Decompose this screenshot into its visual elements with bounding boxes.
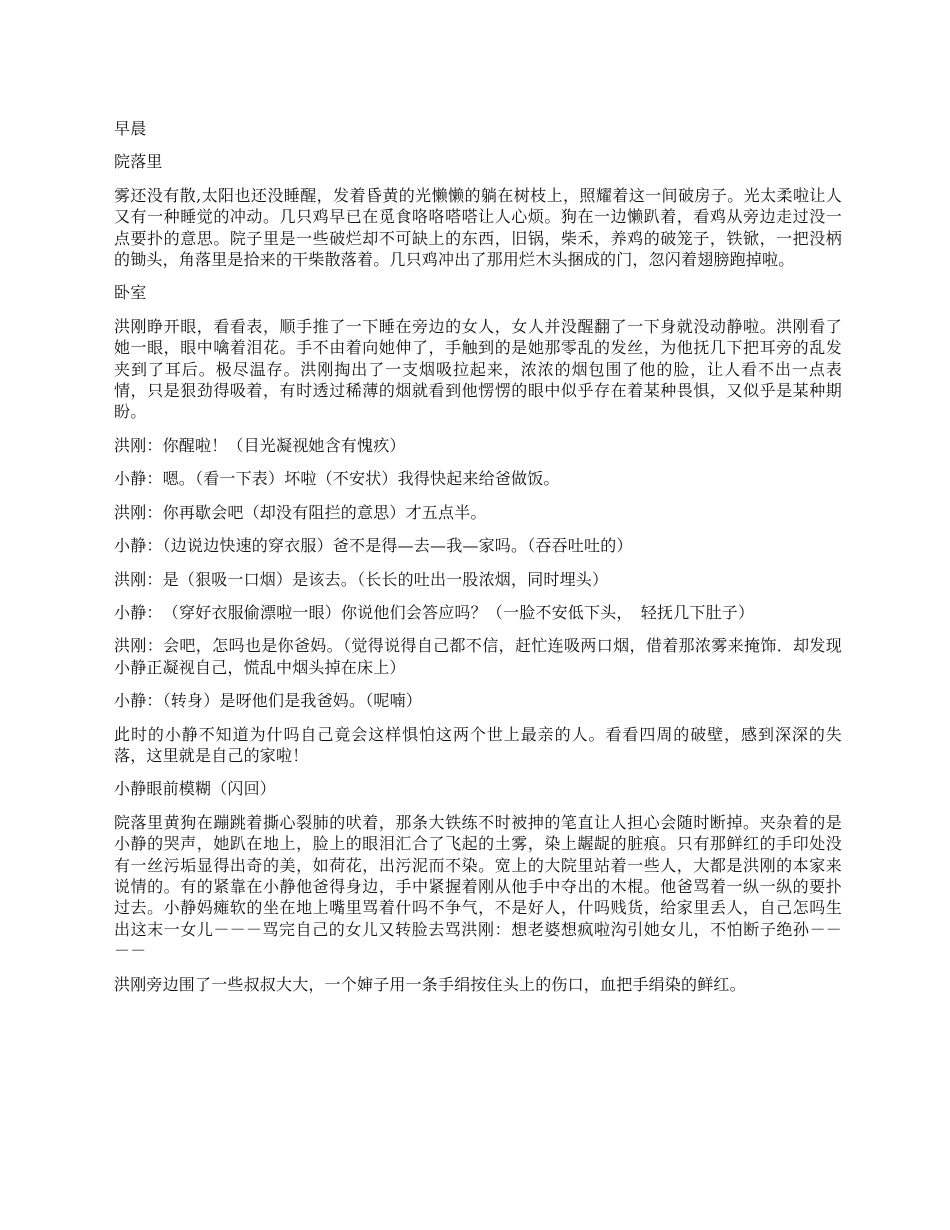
dialogue-line: 洪刚：是（狠吸一口烟）是该去。（长长的吐出一股浓烟，同时埋头）	[114, 569, 609, 589]
dialogue-line: 小静：（转身）是呀他们是我爸妈。（呢喃）	[114, 691, 423, 711]
scene-location-courtyard: 院落里	[114, 152, 163, 172]
scene-time-heading: 早晨	[114, 119, 147, 138]
narration-paragraph: 洪刚旁边围了一些叔叔大大，一个婶子用一条手绢按住头上的伤口，血把手绢染的鲜红。	[114, 974, 746, 994]
document-body	[114, 118, 842, 1007]
flashback-description: 院落里黄狗在蹦跳着撕心裂肺的吠着，那条大铁练不时被抻的笔直让人担心会随时断掉。夹杂着的是小静的哭声，她趴在地上，脸上的眼泪汇合了飞起的土雾，染上龌龊的脏痕。只有那鲜红的手印处没有一丝污垢显得出奇的美，如荷花，出污泥而不染。宽上的大院里站着一些人，大都是洪刚的本家来说情的。有的紧靠在小静他爸得身边，手中紧握着刚从他手中夺出的木棍。他爸骂着一纵一纵的要扑过去。小静妈瘫软的坐在地上嘴里骂着什吗不争气，不是好人，什吗贱货，给家里丢人，自己怎吗生出这末一女儿－－－骂完自己的女儿又转脸去骂洪刚：想老婆想疯啦沟引她女儿，不怕断子绝孙－－－－	[114, 812, 842, 961]
scene-location-bedroom: 卧室	[114, 283, 147, 303]
courtyard-description: 雾还没有散,太阳也还没睡醒，发着昏黄的光懒懒的躺在树枝上，照耀着这一间破房子。光太柔啦让人又有一种睡觉的冲动。几只鸡早已在觅食咯咯嗒嗒让人心烦。狗在一边懒趴着，看鸡从旁边走过没一点要扑的意思。院子里是一些破烂却不可缺上的东西，旧锅，柴禾，养鸡的破笼子，铁锨，一把没柄的锄头，角落里是拾来的干柴散落着。几只鸡冲出了那用烂木头捆成的门，忽闪着翅膀跑掉啦。	[114, 185, 842, 270]
dialogue-line: 小静： （穿好衣服偷漂啦一眼）你说他们会答应吗？（一脸不安低下头， 轻抚几下肚子）	[114, 602, 755, 622]
flashback-heading: 小静眼前模糊（闪回）	[114, 779, 277, 799]
bedroom-description: 洪刚睁开眼，看看表，顺手推了一下睡在旁边的女人，女人并没醒翻了一下身就没动静啦。洪刚看了她一眼，眼中噙着泪花。手不由着向她伸了，手触到的是她那零乱的发丝，为他抚几下把耳旁的乱发夹到了耳后。极尽温存。洪刚掏出了一支烟吸拉起来，浓浓的烟包围了他的脸，让人看不出一点表情，只是狠劲得吸着，有时透过稀薄的烟就看到他愣愣的眼中似乎存在着某种畏惧，又似乎是某种期盼。	[114, 316, 842, 422]
dialogue-line: 洪刚：会吧，怎吗也是你爸妈。（觉得说得自己都不信，赶忙连吸两口烟，借着那浓雾来掩饰．却发现小静正凝视自己，慌乱中烟头掉在床上）	[114, 636, 842, 677]
narration-paragraph: 此时的小静不知道为什吗自己竟会这样惧怕这两个世上最亲的人。看看四周的破壁，感到深深的失落，这里就是自己的家啦！	[114, 724, 842, 765]
dialogue-line: 小静：（边说边快速的穿衣服）爸不是得—去—我—家吗。（吞吞吐吐的）	[114, 536, 633, 556]
dialogue-line: 洪刚：你醒啦！（目光凝视她含有愧疚）	[114, 435, 406, 455]
dialogue-line: 洪刚：你再歇会吧（却没有阻拦的意思）才五点半。	[114, 502, 487, 522]
dialogue-line: 小静：嗯。（看一下表）坏啦（不安状）我得快起来给爸做饭。	[114, 469, 560, 489]
